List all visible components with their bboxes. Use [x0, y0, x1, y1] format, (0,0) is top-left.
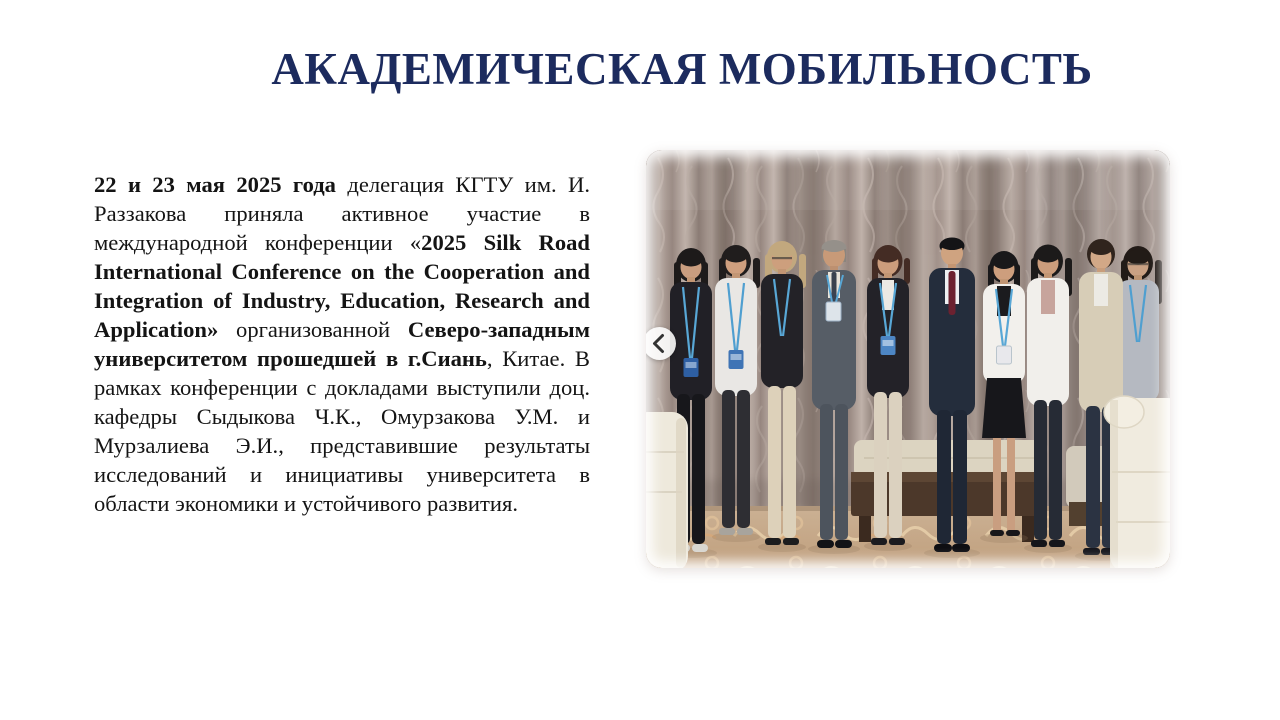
article-text: 22 и 23 мая 2025 года делегация КГТУ им. И. Раззакова приняла активное участие в международной конференции «2025 Silk Road International Conference on the Cooperation and Integration of Industry, Education, Research and Application» организованной Северо-западным университетом прошедшей в г.Сиань, Китае. В рамках конференции с докладами выступили доц. кафедры Сыдыкова Ч.К., Омурзакова У.М. и Мурзалиева Э.И., представившие результаты исследований и инициативы университета в области экономики и устойчивого развития. — [94, 171, 591, 516]
sofa-right — [1104, 396, 1170, 568]
conference-photo-illustration — [646, 150, 1170, 568]
page-title: АКАДЕМИЧЕСКАЯ МОБИЛЬНОСТЬ — [271, 44, 1093, 94]
carousel-prev-button[interactable] — [646, 327, 676, 360]
chevron-left-icon — [646, 327, 676, 360]
sofa-left — [646, 412, 688, 568]
conference-photo — [646, 150, 1170, 568]
